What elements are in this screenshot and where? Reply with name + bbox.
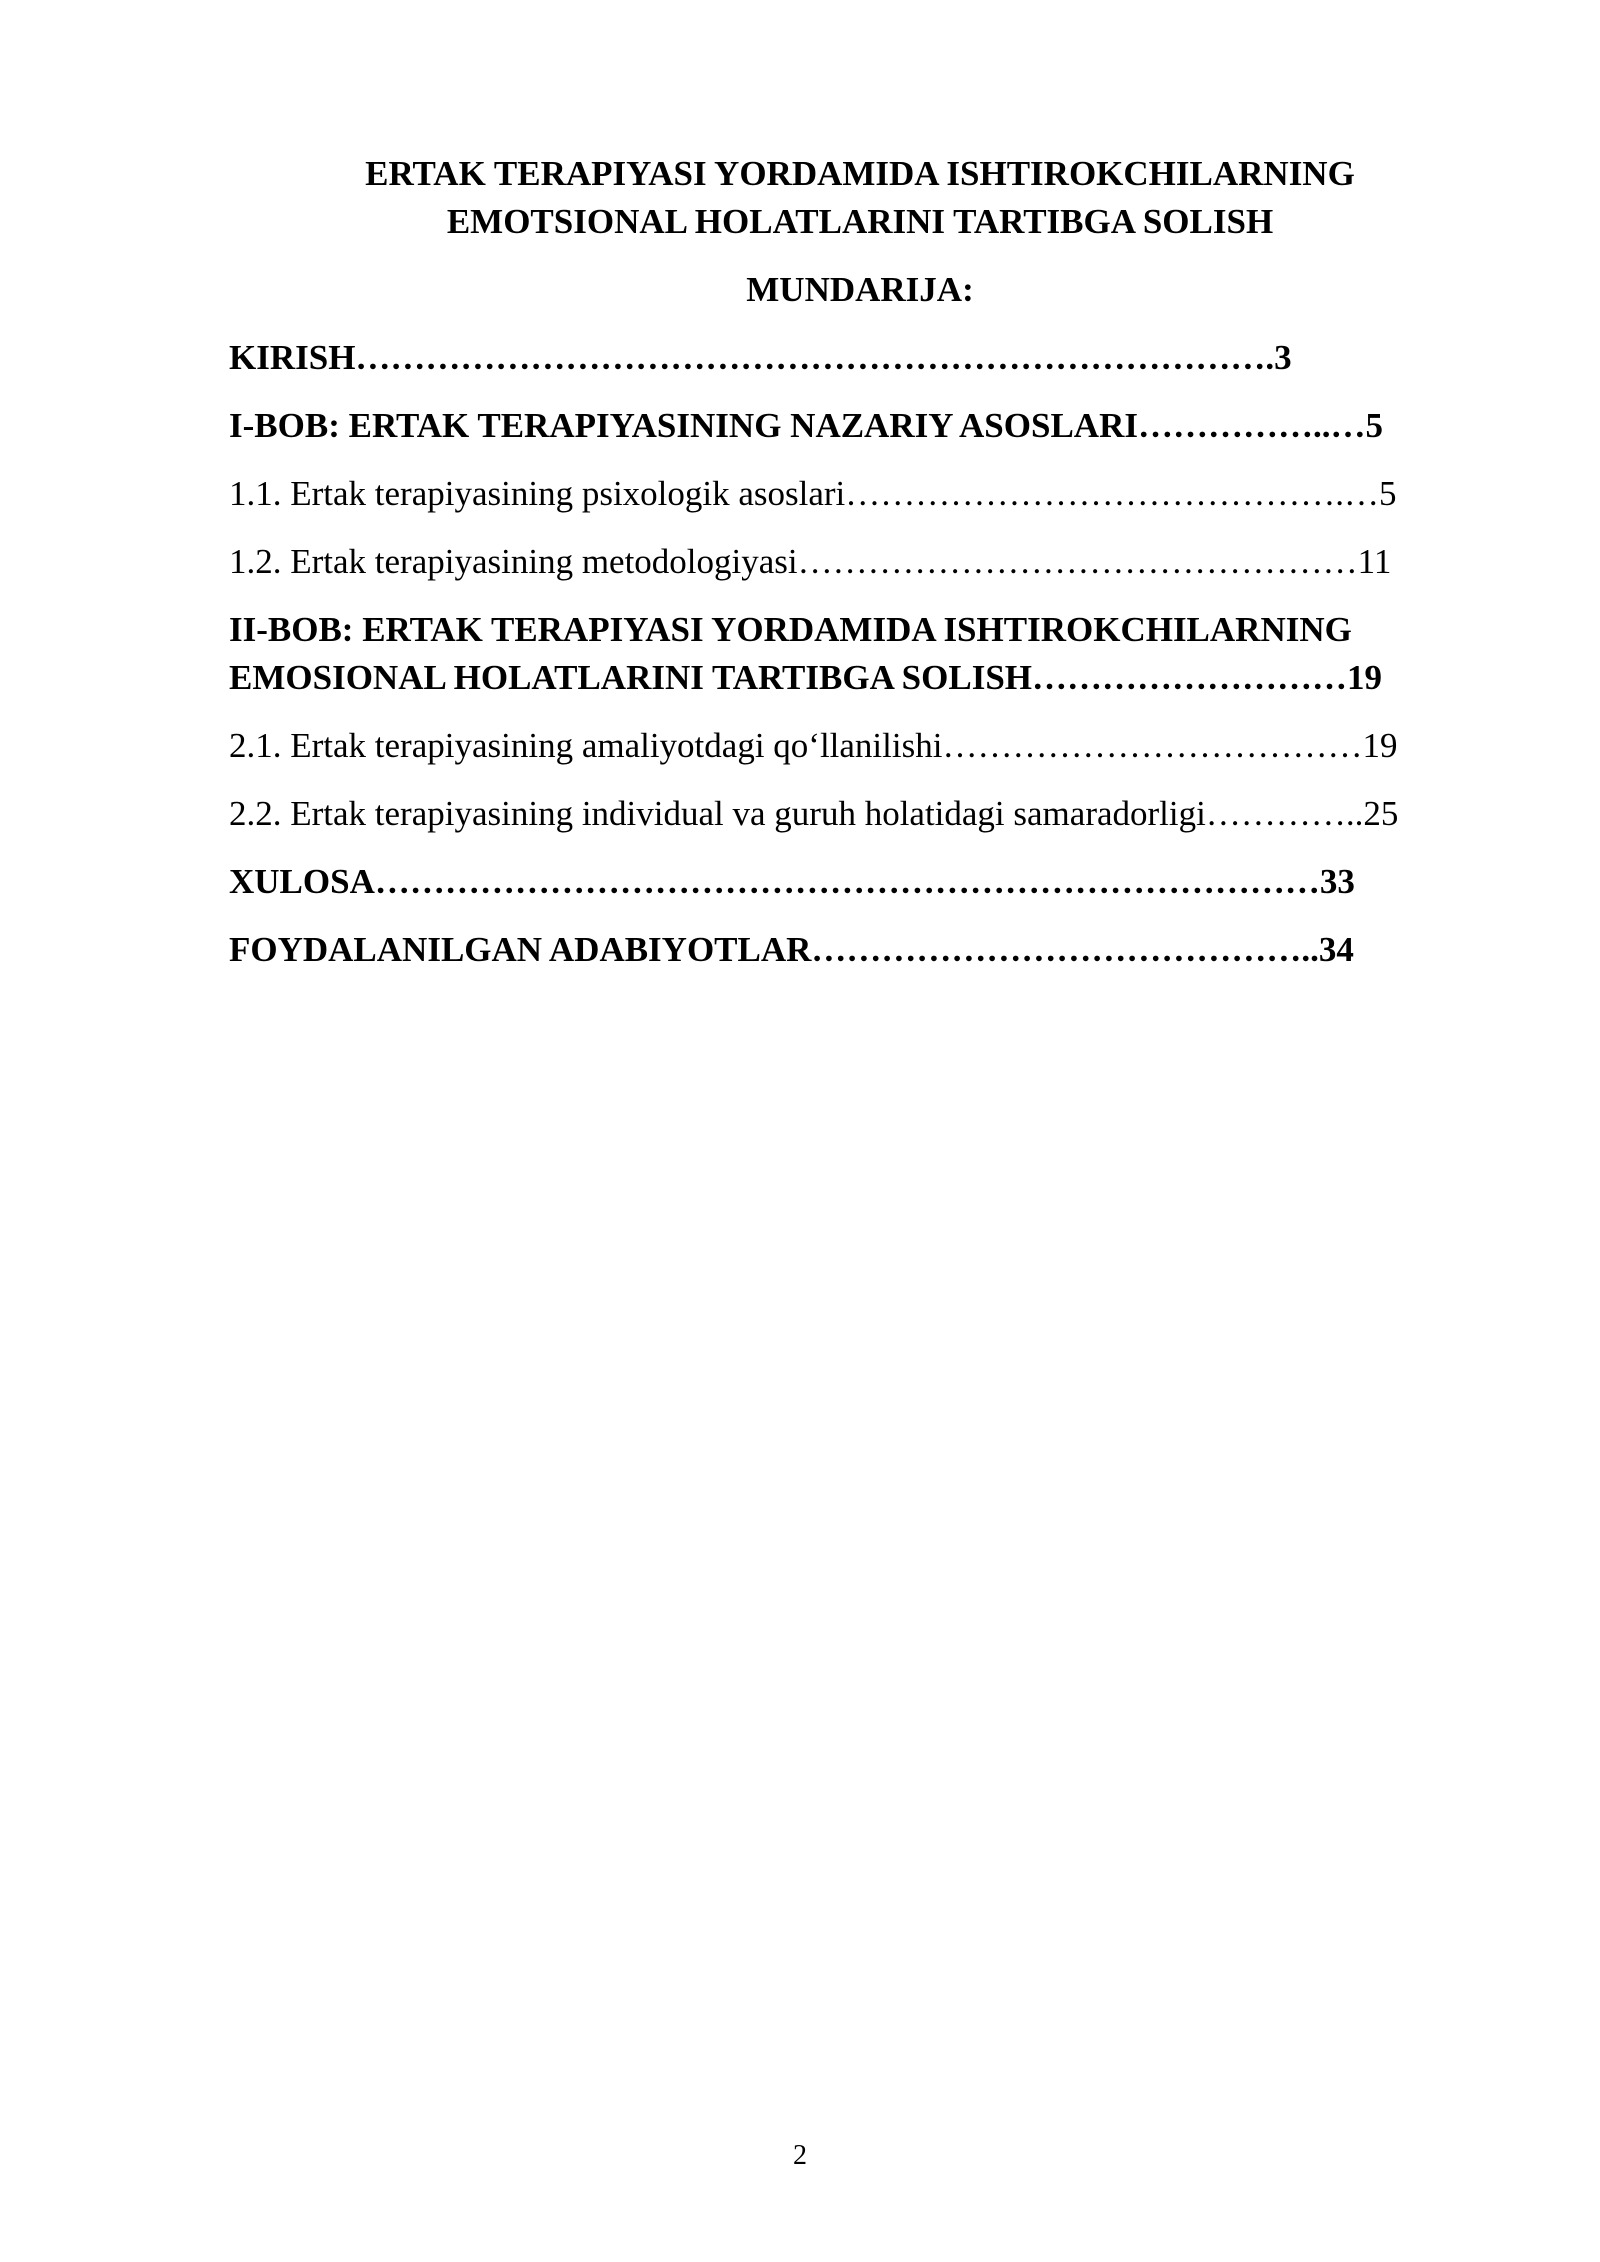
toc-entry-section-2-1: 2.1. Ertak terapiyasining amaliyotdagi qo‘llanilishi………………………………19 [229, 726, 1398, 765]
toc-entry-xulosa: XULOSA………………………………………………………………………33 [229, 862, 1355, 901]
toc-entry-references: FOYDALANILGAN ADABIYOTLAR……………………………………..34 [229, 930, 1354, 969]
title-line-1: ERTAK TERAPIYASI YORDAMIDA ISHTIROKCHILARNING [365, 154, 1355, 193]
toc-entry-section-2-2: 2.2. Ertak terapiyasining individual va guruh holatidagi samaradorligi…………..25 [229, 794, 1399, 833]
toc-heading: MUNDARIJA: [746, 270, 974, 309]
document-title [200, 150, 1520, 246]
title-line-2: EMOTSIONAL HOLATLARINI TARTIBGA SOLISH [446, 202, 1274, 241]
page-number: 2 [793, 2140, 807, 2171]
toc-entry-chapter-2-line-1: II-BOB: ERTAK TERAPIYASI YORDAMIDA ISHTIROKCHILARNING [229, 610, 1352, 649]
toc-entry-chapter-1: I-BOB: ERTAK TERAPIYASINING NAZARIY ASOSLARI……………..…5 [229, 406, 1383, 445]
toc-entry-chapter-2-line-2: EMOSIONAL HOLATLARINI TARTIBGA SOLISH………………………19 [229, 658, 1383, 697]
toc-entry-section-1-1: 1.1. Ertak terapiyasining psixologik asoslari…………………………………….…5 [229, 474, 1397, 513]
toc-entry-kirish: KIRISH…………………………………………………………………….3 [229, 338, 1292, 377]
toc-entry-section-1-2: 1.2. Ertak terapiyasining metodologiyasi…………………………………………11 [229, 542, 1392, 581]
